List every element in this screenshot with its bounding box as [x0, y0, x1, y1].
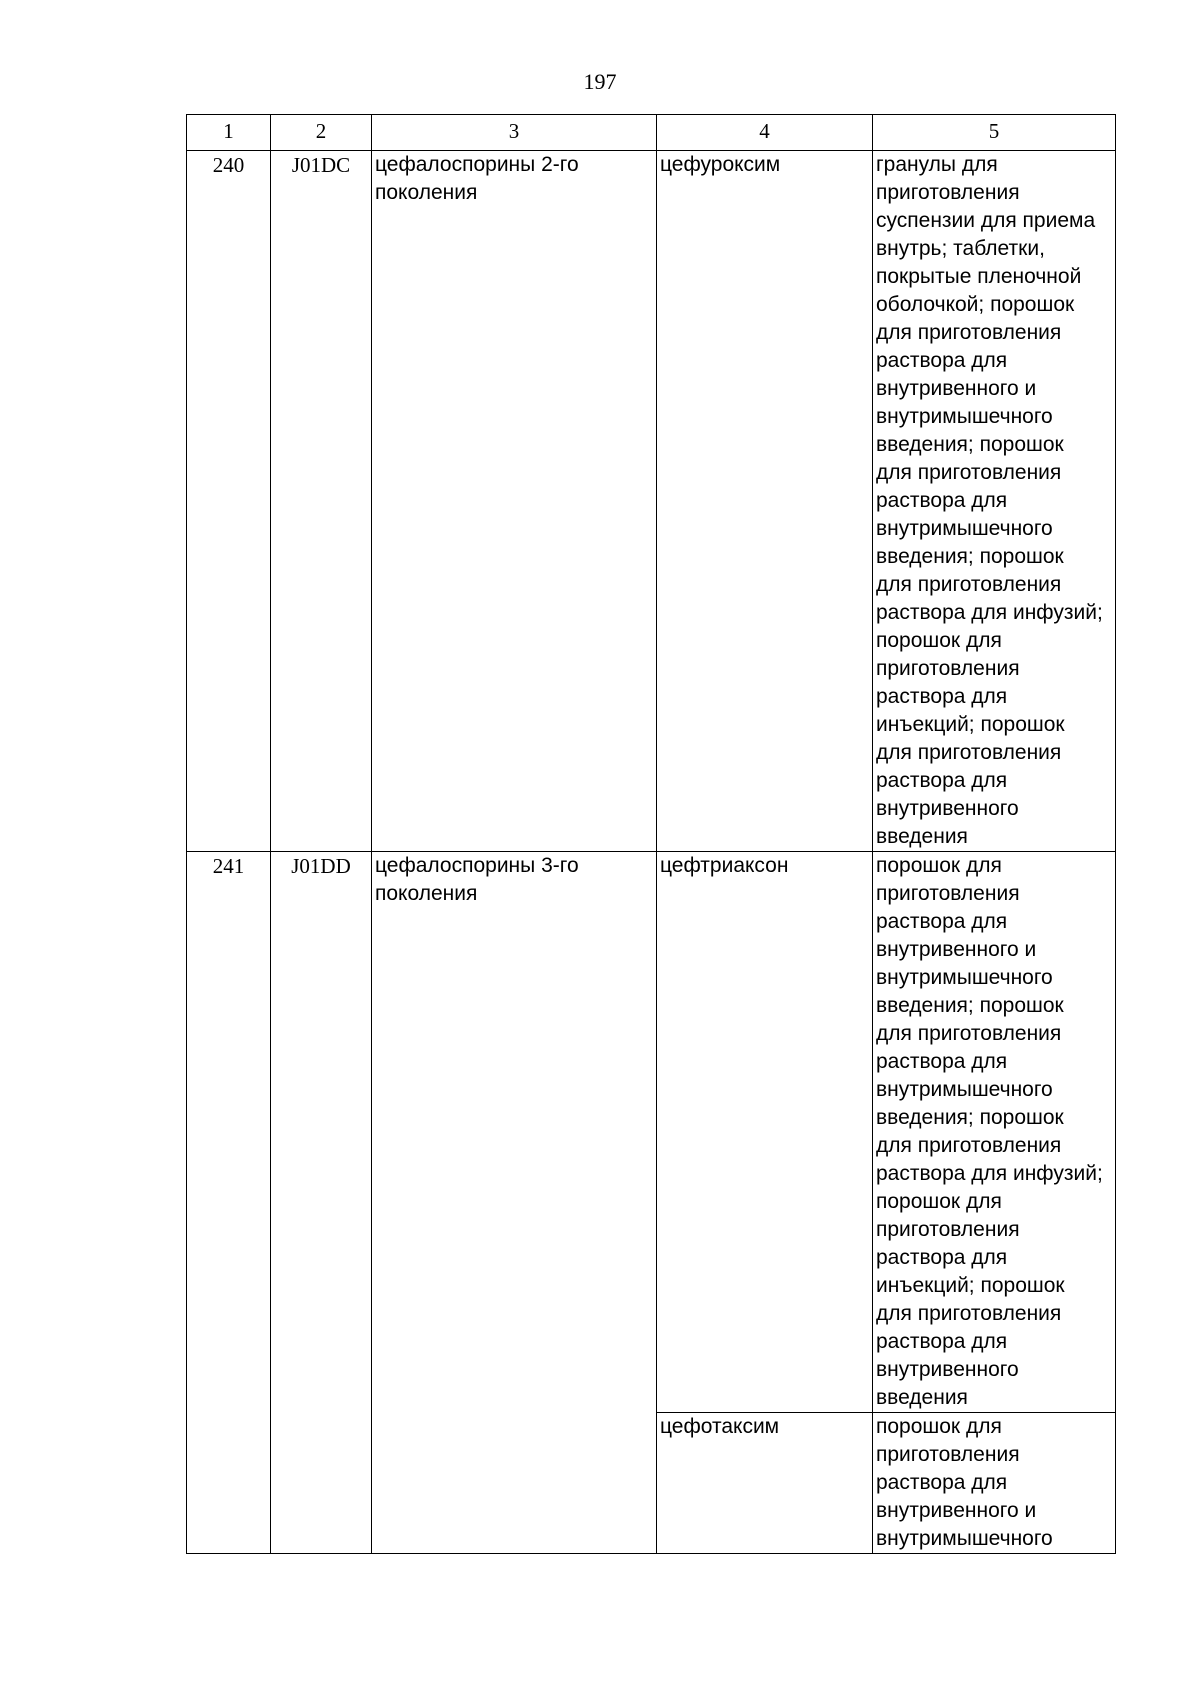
page-number: 197	[583, 69, 617, 94]
dosage-form-line: для приготовления	[876, 573, 1062, 596]
dosage-form-line: введения; порошок	[876, 1106, 1064, 1129]
dosage-form-line: для приготовления	[876, 321, 1062, 344]
group-name	[372, 852, 657, 1554]
dosage-form-line: внутримышечного	[876, 405, 1053, 428]
dosage-form-line: порошок для	[876, 854, 1002, 877]
atc-code: J01DC	[271, 151, 372, 852]
dosage-form-line: приготовления	[876, 1218, 1020, 1241]
drug-name: цефуроксим	[657, 151, 873, 852]
row-number: 241	[187, 852, 271, 1554]
dosage-form-line: внутривенного	[876, 797, 1019, 820]
dosage-form-line: раствора для инфузий;	[876, 1162, 1103, 1185]
dosage-form-line: введения; порошок	[876, 994, 1064, 1017]
dosage-form-line: раствора для	[876, 910, 1008, 933]
dosage-form-line: введения	[876, 825, 968, 848]
dosage-form-line: приготовления	[876, 181, 1020, 204]
table-header-row	[187, 115, 1116, 151]
dosage-form-line: раствора для	[876, 489, 1008, 512]
dosage-form-line: раствора для	[876, 685, 1008, 708]
drug-table	[186, 114, 1116, 1554]
dosage-form-line: внутримышечного	[876, 1527, 1053, 1550]
group-name	[372, 151, 657, 852]
drug-name: цефотаксим	[657, 1413, 873, 1554]
dosage-form-line: раствора для	[876, 1050, 1008, 1073]
column-header-3: 3	[372, 115, 657, 151]
dosage-form-line: внутривенного и	[876, 1499, 1037, 1522]
dosage-form-line: введения	[876, 1386, 968, 1409]
group-name-line: цефалоспорины 2-го	[375, 153, 579, 176]
dosage-form-line: приготовления	[876, 657, 1020, 680]
dosage-form-line: для приготовления	[876, 1134, 1062, 1157]
dosage-forms	[873, 852, 1116, 1413]
column-header-5: 5	[873, 115, 1116, 151]
dosage-form-line: введения; порошок	[876, 545, 1064, 568]
dosage-form-line: порошок для	[876, 1415, 1002, 1438]
atc-code: J01DD	[271, 852, 372, 1554]
dosage-form-line: внутривенного	[876, 1358, 1019, 1381]
dosage-form-line: суспензии для приема	[876, 209, 1096, 232]
dosage-form-line: внутрь; таблетки,	[876, 237, 1045, 260]
dosage-form-line: порошок для	[876, 1190, 1002, 1213]
dosage-form-line: инъекций; порошок	[876, 1274, 1065, 1297]
table-row	[187, 852, 1116, 1413]
dosage-form-line: раствора для	[876, 1471, 1008, 1494]
dosage-form-line: гранулы для	[876, 153, 998, 176]
dosage-form-line: внутривенного и	[876, 938, 1037, 961]
dosage-form-line: раствора для	[876, 1246, 1008, 1269]
dosage-form-line: раствора для	[876, 769, 1008, 792]
dosage-form-line: введения; порошок	[876, 433, 1064, 456]
group-name-line: поколения	[375, 181, 478, 204]
column-header-1: 1	[187, 115, 271, 151]
dosage-form-line: внутримышечного	[876, 1078, 1053, 1101]
row-number: 240	[187, 151, 271, 852]
dosage-forms	[873, 151, 1116, 852]
dosage-form-line: инъекций; порошок	[876, 713, 1065, 736]
dosage-form-line: внутривенного и	[876, 377, 1037, 400]
dosage-form-line: покрытые пленочной	[876, 265, 1082, 288]
dosage-form-line: для приготовления	[876, 461, 1062, 484]
dosage-form-line: порошок для	[876, 629, 1002, 652]
dosage-form-line: приготовления	[876, 1443, 1020, 1466]
dosage-form-line: внутримышечного	[876, 966, 1053, 989]
dosage-forms	[873, 1413, 1116, 1554]
dosage-form-line: для приготовления	[876, 1022, 1062, 1045]
dosage-form-line: раствора для инфузий;	[876, 601, 1103, 624]
dosage-form-line: оболочкой; порошок	[876, 293, 1075, 316]
group-name-line: поколения	[375, 882, 478, 905]
dosage-form-line: раствора для	[876, 349, 1008, 372]
dosage-form-line: приготовления	[876, 882, 1020, 905]
table-row	[187, 151, 1116, 852]
drug-name: цефтриаксон	[657, 852, 873, 1413]
dosage-form-line: для приготовления	[876, 1302, 1062, 1325]
dosage-form-line: раствора для	[876, 1330, 1008, 1353]
group-name-line: цефалоспорины 3-го	[375, 854, 579, 877]
dosage-form-line: внутримышечного	[876, 517, 1053, 540]
column-header-2: 2	[271, 115, 372, 151]
dosage-form-line: для приготовления	[876, 741, 1062, 764]
column-header-4: 4	[657, 115, 873, 151]
